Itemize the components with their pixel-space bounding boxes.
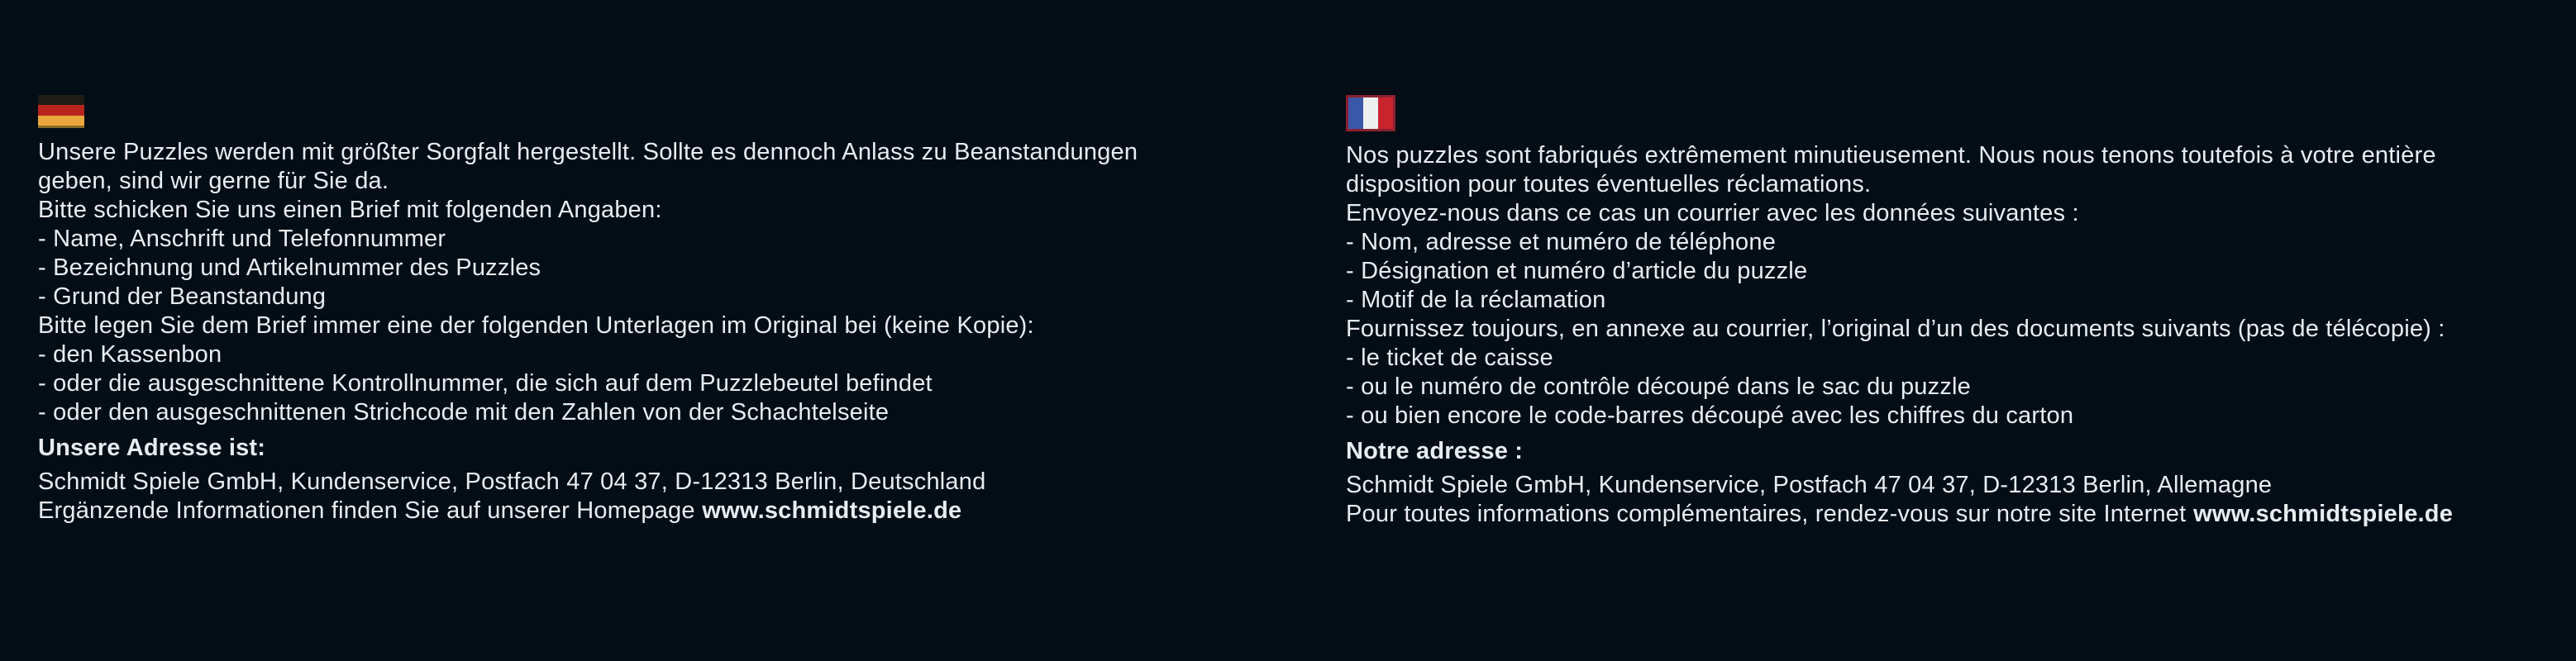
french-section bbox=[1346, 95, 2576, 529]
text-line: Unsere Puzzles werden mit größter Sorgfalt hergestellt. Sollte es dennoch Anlass zu Beanstandungen bbox=[38, 139, 1138, 165]
text-line: - oder den ausgeschnittenen Strichcode mit den Zahlen von der Schachtelseite bbox=[38, 399, 890, 426]
german-flag-gold-stripe bbox=[38, 116, 84, 126]
address-heading: Unsere Adresse ist: bbox=[38, 435, 266, 461]
german-flag-icon bbox=[38, 95, 84, 128]
text-line: - le ticket de caisse bbox=[1346, 345, 1553, 371]
text-line: disposition pour toutes éventuelles réclamations. bbox=[1346, 171, 1872, 197]
french-flag-icon bbox=[1346, 95, 1395, 131]
text-line: Bitte schicken Sie uns einen Brief mit folgenden Angaben: bbox=[38, 197, 662, 223]
address-line: Schmidt Spiele GmbH, Kundenservice, Postfach 47 04 37, D-12313 Berlin, Allemagne bbox=[1346, 472, 2273, 498]
homepage-prefix: Ergänzende Informationen finden Sie auf unserer Homepage bbox=[38, 497, 695, 524]
text-line: - Nom, adresse et numéro de téléphone bbox=[1346, 229, 1777, 255]
homepage-url: www.schmidtspiele.de bbox=[2193, 501, 2454, 527]
address-heading: Notre adresse : bbox=[1346, 438, 1524, 464]
text-line: - Bezeichnung und Artikelnummer des Puzzles bbox=[38, 254, 541, 281]
german-section bbox=[38, 95, 1278, 525]
text-line: Bitte legen Sie dem Brief immer eine der folgenden Unterlagen im Original bei (keine Kopie): bbox=[38, 312, 1034, 339]
homepage-prefix: Pour toutes informations complémentaires, rendez-vous sur notre site Internet bbox=[1346, 501, 2187, 527]
text-line: - ou le numéro de contrôle découpé dans le sac du puzzle bbox=[1346, 373, 1972, 400]
text-line: - Name, Anschrift und Telefonnummer bbox=[38, 226, 446, 252]
french-flag-blue-stripe bbox=[1348, 97, 1363, 129]
text-line: - Grund der Beanstandung bbox=[38, 283, 327, 310]
french-flag-white-stripe bbox=[1363, 97, 1378, 129]
french-text-block bbox=[1346, 141, 2576, 529]
text-line: - Motif de la réclamation bbox=[1346, 287, 1606, 313]
text-line: - oder die ausgeschnittene Kontrollnummer, die sich auf dem Puzzlebeutel befindet bbox=[38, 370, 933, 397]
text-line: - den Kassenbon bbox=[38, 341, 222, 368]
french-flag-red-stripe bbox=[1378, 97, 1393, 129]
text-line: Envoyez-nous dans ce cas un courrier avec les données suivantes : bbox=[1346, 200, 2079, 226]
text-line: - Désignation et numéro d’article du puzzle bbox=[1346, 258, 1808, 284]
homepage-line bbox=[1346, 500, 2576, 529]
homepage-url: www.schmidtspiele.de bbox=[702, 497, 962, 524]
text-line: - ou bien encore le code-barres découpé avec les chiffres du carton bbox=[1346, 402, 2074, 429]
address-line: Schmidt Spiele GmbH, Kundenservice, Postfach 47 04 37, D-12313 Berlin, Deutschland bbox=[38, 468, 986, 495]
text-line: Fournissez toujours, en annexe au courrier, l’original d’un des documents suivants (pas de télécopie) : bbox=[1346, 316, 2445, 342]
text-line: Nos puzzles sont fabriqués extrêmement minutieusement. Nous nous tenons toutefois à votre entière bbox=[1346, 142, 2436, 169]
german-flag-black-stripe bbox=[38, 95, 84, 105]
text-line: geben, sind wir gerne für Sie da. bbox=[38, 168, 389, 194]
german-flag-red-stripe bbox=[38, 105, 84, 115]
german-text-block bbox=[38, 138, 1278, 525]
homepage-line bbox=[38, 497, 1278, 525]
